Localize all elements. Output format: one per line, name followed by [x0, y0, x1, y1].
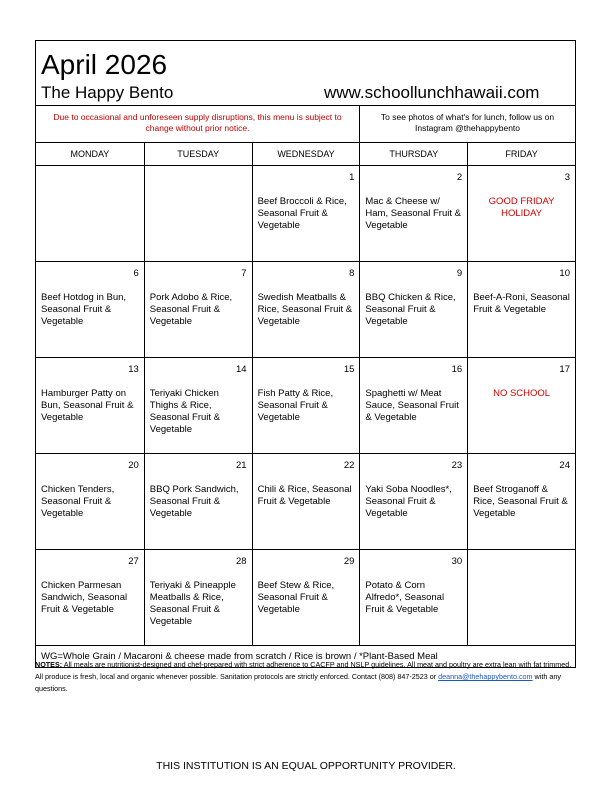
day-friday: FRIDAY: [468, 143, 576, 165]
meal-text: Teriyaki Chicken Thighs & Rice, Seasonal Fruit & Vegetable: [149, 388, 221, 435]
meal-text: Spaghetti w/ Meat Sauce, Seasonal Fruit & Vegetable: [365, 388, 459, 423]
day-cell: [145, 454, 253, 549]
day-cell: [360, 166, 468, 261]
meal-text: Beef Stew & Rice, Seasonal Fruit & Vegetable: [257, 580, 335, 615]
day-cell: [468, 358, 576, 453]
date-number: 29: [343, 556, 355, 567]
day-cell: [253, 358, 361, 453]
date-number: 20: [128, 460, 139, 471]
meal-text: Hamburger Patty on Bun, Seasonal Fruit & Vegetable: [41, 388, 134, 423]
day-cell: [36, 550, 145, 645]
date-number: 9: [456, 268, 463, 279]
email-link[interactable]: deanna@thehappybento.com: [438, 672, 533, 681]
date-number: 30: [451, 556, 463, 567]
menu-page: [35, 40, 576, 668]
day-tuesday: TUESDAY: [145, 143, 253, 165]
meal-text: Swedish Meatballs & Rice, Seasonal Fruit & Vegetable: [257, 292, 353, 327]
day-monday: MONDAY: [36, 143, 145, 165]
week-row: [36, 454, 576, 550]
day-wednesday: WEDNESDAY: [253, 143, 361, 165]
meal-text: Chicken Parmesan Sandwich, Seasonal Fruit & Vegetable: [41, 580, 128, 615]
date-number: 21: [236, 460, 247, 471]
day-cell: [468, 262, 576, 357]
date-number: 24: [559, 460, 570, 471]
date-number: 17: [559, 364, 570, 375]
day-cell: [253, 550, 361, 645]
date-number: 28: [236, 556, 247, 567]
date-number: 3: [564, 172, 570, 183]
weekday-header: [35, 143, 576, 166]
day-cell: [468, 166, 576, 261]
date-number: 27: [128, 556, 139, 567]
calendar-grid: [35, 166, 576, 646]
day-cell: [36, 358, 145, 453]
day-cell: [468, 454, 576, 549]
date-number: 7: [241, 268, 247, 279]
day-cell: [253, 166, 361, 261]
company-name: The Happy Bento: [41, 83, 174, 102]
holiday-label: NO SCHOOL: [493, 388, 551, 399]
meal-text: Chili & Rice, Seasonal Fruit & Vegetable: [257, 484, 352, 507]
day-cell: [36, 262, 145, 357]
date-number: 13: [128, 364, 139, 375]
day-cell: [253, 262, 361, 357]
disclaimer-notice: Due to occasional and unforeseen supply disruptions, this menu is subject to change without prior notice.: [36, 106, 360, 142]
meal-text: Beef Hotdog in Bun, Seasonal Fruit & Vegetable: [41, 292, 127, 327]
day-cell: [360, 550, 468, 645]
date-number: 2: [456, 172, 463, 183]
date-number: 23: [451, 460, 463, 471]
page-title: April 2026: [41, 49, 168, 80]
instagram-notice: To see photos of what's for lunch, follow us on Instagram @thehappybento: [380, 112, 555, 133]
meal-text: Beef Broccoli & Rice, Seasonal Fruit & Vegetable: [257, 196, 347, 231]
day-cell: [145, 262, 253, 357]
legend: WG=Whole Grain / Macaroni & cheese made from scratch / Rice is brown / *Plant-Based Meal: [35, 646, 576, 668]
footer-statement: THIS INSTITUTION IS AN EQUAL OPPORTUNITY PROVIDER.: [156, 760, 456, 772]
notes-text: All meals are nutritionist-designed and chef-prepared with strict adherence to CACFP and NSLP guidelines. All meat and poultry are extra lean with fat trimmed. All produce is fresh, local and organic whenever possible. Sanitation protocols are strictly enforced. Contact (808) 847-2523 or: [35, 660, 572, 681]
header: [35, 40, 576, 106]
day-cell: [360, 454, 468, 549]
day-cell: [360, 262, 468, 357]
date-number: 10: [559, 268, 570, 279]
meal-text: BBQ Chicken & Rice, Seasonal Fruit & Vegetable: [365, 292, 456, 327]
week-row: [36, 262, 576, 358]
date-number: 1: [349, 172, 355, 183]
meal-text: Mac & Cheese w/ Ham, Seasonal Fruit & Vegetable: [365, 196, 461, 231]
week-row: [36, 166, 576, 262]
day-cell: [145, 358, 253, 453]
day-thursday: THURSDAY: [360, 143, 468, 165]
notes-label: NOTES:: [35, 660, 63, 669]
notes: [35, 659, 580, 695]
meal-text: Chicken Tenders, Seasonal Fruit & Vegetable: [41, 484, 115, 519]
meal-text: Beef-A-Roni, Seasonal Fruit & Vegetable: [473, 292, 570, 315]
meal-text: Pork Adobo & Rice, Seasonal Fruit & Vegetable: [149, 292, 233, 327]
day-cell: [468, 550, 576, 645]
date-number: 22: [343, 460, 355, 471]
website-text: www.schoollunchhawaii.com: [324, 83, 540, 102]
meal-text: Yaki Soba Noodles*, Seasonal Fruit & Vegetable: [365, 484, 452, 519]
day-cell: [36, 166, 145, 261]
day-cell: [253, 454, 361, 549]
date-number: 14: [236, 364, 247, 375]
date-number: 15: [343, 364, 355, 375]
day-cell: [36, 454, 145, 549]
week-row: [36, 358, 576, 454]
notices-row: [35, 106, 576, 143]
date-number: 8: [349, 268, 355, 279]
notes-tail: with any questions.: [35, 672, 561, 693]
meal-text: BBQ Pork Sandwich, Seasonal Fruit & Vegetable: [149, 484, 239, 519]
day-cell: [145, 550, 253, 645]
date-number: 6: [133, 268, 139, 279]
meal-text: Teriyaki & Pineapple Meatballs & Rice, Seasonal Fruit & Vegetable: [149, 580, 236, 627]
day-cell: [145, 166, 253, 261]
meal-text: Potato & Corn Alfredo*, Seasonal Fruit & Vegetable: [365, 580, 445, 615]
week-row: [36, 550, 576, 646]
day-cell: [360, 358, 468, 453]
holiday-label: GOOD FRIDAY HOLIDAY: [488, 196, 555, 219]
meal-text: Fish Patty & Rice, Seasonal Fruit & Vegetable: [257, 388, 334, 423]
date-number: 16: [451, 364, 463, 375]
meal-text: Beef Stroganoff & Rice, Seasonal Fruit & Vegetable: [473, 484, 568, 519]
